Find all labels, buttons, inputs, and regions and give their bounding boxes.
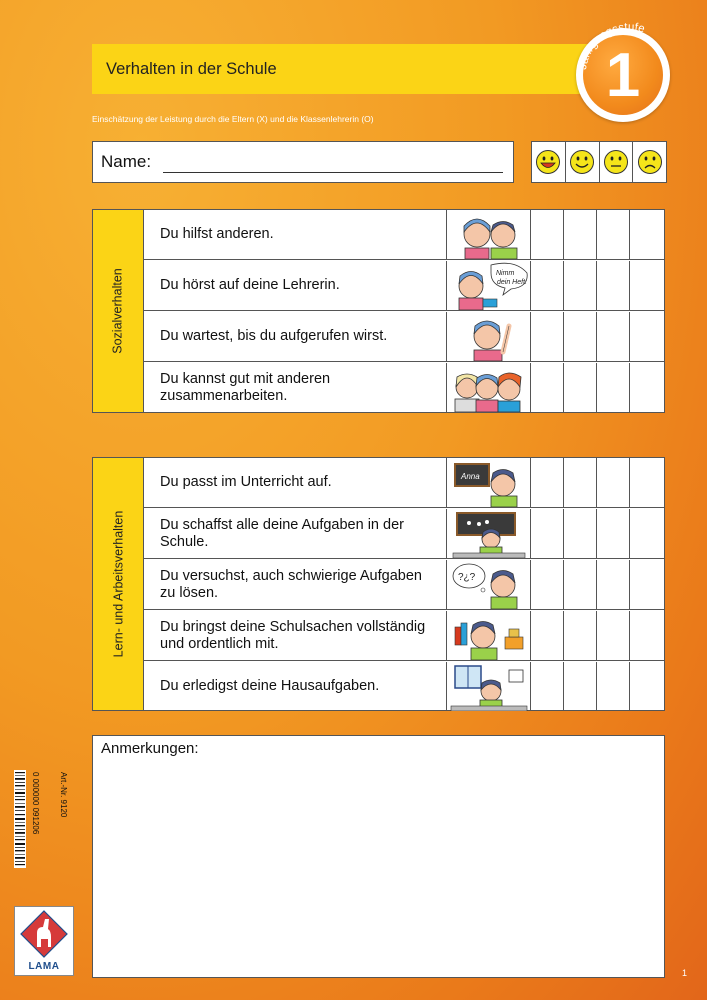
rating-cell[interactable] xyxy=(563,458,596,507)
page-title: Verhalten in der Schule xyxy=(106,59,277,78)
row-statement: Du erledigst deine Hausaufgaben. xyxy=(160,678,380,695)
table-row xyxy=(144,312,664,362)
rating-cell[interactable] xyxy=(629,560,662,609)
section-label-text: Sozialverhalten xyxy=(111,268,125,354)
table-row xyxy=(144,560,664,610)
rating-cell[interactable] xyxy=(563,210,596,259)
rating-cell[interactable] xyxy=(596,662,629,711)
rating-cell[interactable] xyxy=(629,261,662,310)
rating-cell[interactable] xyxy=(596,261,629,310)
neutral-smiley-icon xyxy=(603,149,629,175)
sad-smiley-icon xyxy=(637,149,663,175)
table-row xyxy=(144,210,664,260)
instruction-text: Einschätzung der Leistung durch die Eltern (X) und die Klassenlehrerin (O) xyxy=(92,114,374,124)
llama-logo-icon xyxy=(15,907,73,961)
rating-cell[interactable] xyxy=(596,312,629,361)
rating-cell[interactable] xyxy=(629,458,662,507)
row-statement: Du hörst auf deine Lehrerin. xyxy=(160,277,340,294)
remarks-label: Anmerkungen: xyxy=(101,740,199,757)
rating-scale-header xyxy=(531,141,667,183)
section-learning-behaviour xyxy=(92,457,665,711)
attentive-pupil-illustration xyxy=(446,458,530,507)
listening-to-teacher-illustration xyxy=(446,261,530,310)
publisher-name: LAMA xyxy=(28,961,60,972)
rating-cell[interactable] xyxy=(530,458,563,507)
homework-illustration xyxy=(446,662,530,711)
grade-label: Jahrgangsstufe xyxy=(577,21,646,71)
working-at-desk-illustration xyxy=(446,509,530,558)
school-supplies-illustration xyxy=(446,611,530,660)
rating-cell[interactable] xyxy=(563,509,596,558)
raising-hand-illustration xyxy=(446,312,530,361)
rating-cell[interactable] xyxy=(530,611,563,660)
section-social-behaviour xyxy=(92,209,665,413)
rating-column-1 xyxy=(532,142,566,182)
chalkboard-text: Anna xyxy=(461,472,480,481)
rating-cell[interactable] xyxy=(563,363,596,412)
rating-cell[interactable] xyxy=(530,560,563,609)
rating-column-4 xyxy=(633,142,666,182)
rating-cell[interactable] xyxy=(596,458,629,507)
rating-cell[interactable] xyxy=(563,611,596,660)
rating-cell[interactable] xyxy=(629,611,662,660)
row-statement: Du wartest, bis du aufgerufen wirst. xyxy=(160,328,388,345)
row-statement: Du schaffst alle deine Aufgaben in der Schule. xyxy=(160,516,404,550)
row-statement: Du hilfst anderen. xyxy=(160,226,274,243)
speech-bubble-line-1: Nimm xyxy=(496,270,515,277)
table-row xyxy=(144,509,664,559)
rating-cell[interactable] xyxy=(563,560,596,609)
page-number: 1 xyxy=(682,968,688,978)
row-statement: Du bringst deine Schulsachen vollständig und ordentlich mit. xyxy=(160,618,426,652)
rating-cell[interactable] xyxy=(596,509,629,558)
rating-cell[interactable] xyxy=(629,312,662,361)
remarks-field[interactable] xyxy=(92,735,665,978)
publisher-logo xyxy=(14,906,74,976)
rating-cell[interactable] xyxy=(563,662,596,711)
rating-cell[interactable] xyxy=(530,261,563,310)
rating-cell[interactable] xyxy=(596,210,629,259)
table-row xyxy=(144,662,664,712)
name-line xyxy=(163,172,503,173)
rating-cell[interactable] xyxy=(530,509,563,558)
rating-cell[interactable] xyxy=(629,509,662,558)
rating-cell[interactable] xyxy=(530,662,563,711)
rating-column-2 xyxy=(566,142,600,182)
helping-children-illustration xyxy=(446,210,530,259)
rating-cell[interactable] xyxy=(629,210,662,259)
row-statement: Du kannst gut mit anderen zusammenarbeiten. xyxy=(160,370,331,404)
rating-cell[interactable] xyxy=(530,210,563,259)
table-row xyxy=(144,363,664,413)
rating-cell[interactable] xyxy=(530,312,563,361)
rating-cell[interactable] xyxy=(596,363,629,412)
row-statement: Du versuchst, auch schwierige Aufgaben zu lösen. xyxy=(160,567,422,601)
name-label: Name: xyxy=(101,152,152,171)
rating-cell[interactable] xyxy=(596,560,629,609)
thinking-pupil-illustration xyxy=(446,560,530,609)
section-label xyxy=(93,210,144,412)
rating-cell[interactable] xyxy=(530,363,563,412)
rating-cell[interactable] xyxy=(629,363,662,412)
very-happy-smiley-icon xyxy=(535,149,561,175)
thought-bubble-text: ?¿? xyxy=(458,572,476,583)
rating-cell[interactable] xyxy=(596,611,629,660)
barcode-digits: 0 000000 091206 xyxy=(31,772,40,835)
rating-cell[interactable] xyxy=(563,312,596,361)
teamwork-illustration xyxy=(446,363,530,412)
speech-bubble-line-2: dein Heft. xyxy=(497,279,527,286)
table-row xyxy=(144,261,664,311)
section-label xyxy=(93,458,144,710)
row-statement: Du passt im Unterricht auf. xyxy=(160,474,332,491)
rating-cell[interactable] xyxy=(563,261,596,310)
rating-cell[interactable] xyxy=(629,662,662,711)
happy-smiley-icon xyxy=(569,149,595,175)
section-label-text: Lern- und Arbeitsverhalten xyxy=(111,510,125,658)
grade-badge xyxy=(576,28,670,122)
table-row xyxy=(144,611,664,661)
article-number: Art.-Nr. 9120 xyxy=(59,772,68,818)
name-field[interactable] xyxy=(92,141,514,183)
title-bar xyxy=(92,44,602,94)
grade-number: 1 xyxy=(583,35,663,115)
table-row xyxy=(144,458,664,508)
barcode xyxy=(14,770,26,868)
rating-column-3 xyxy=(600,142,634,182)
